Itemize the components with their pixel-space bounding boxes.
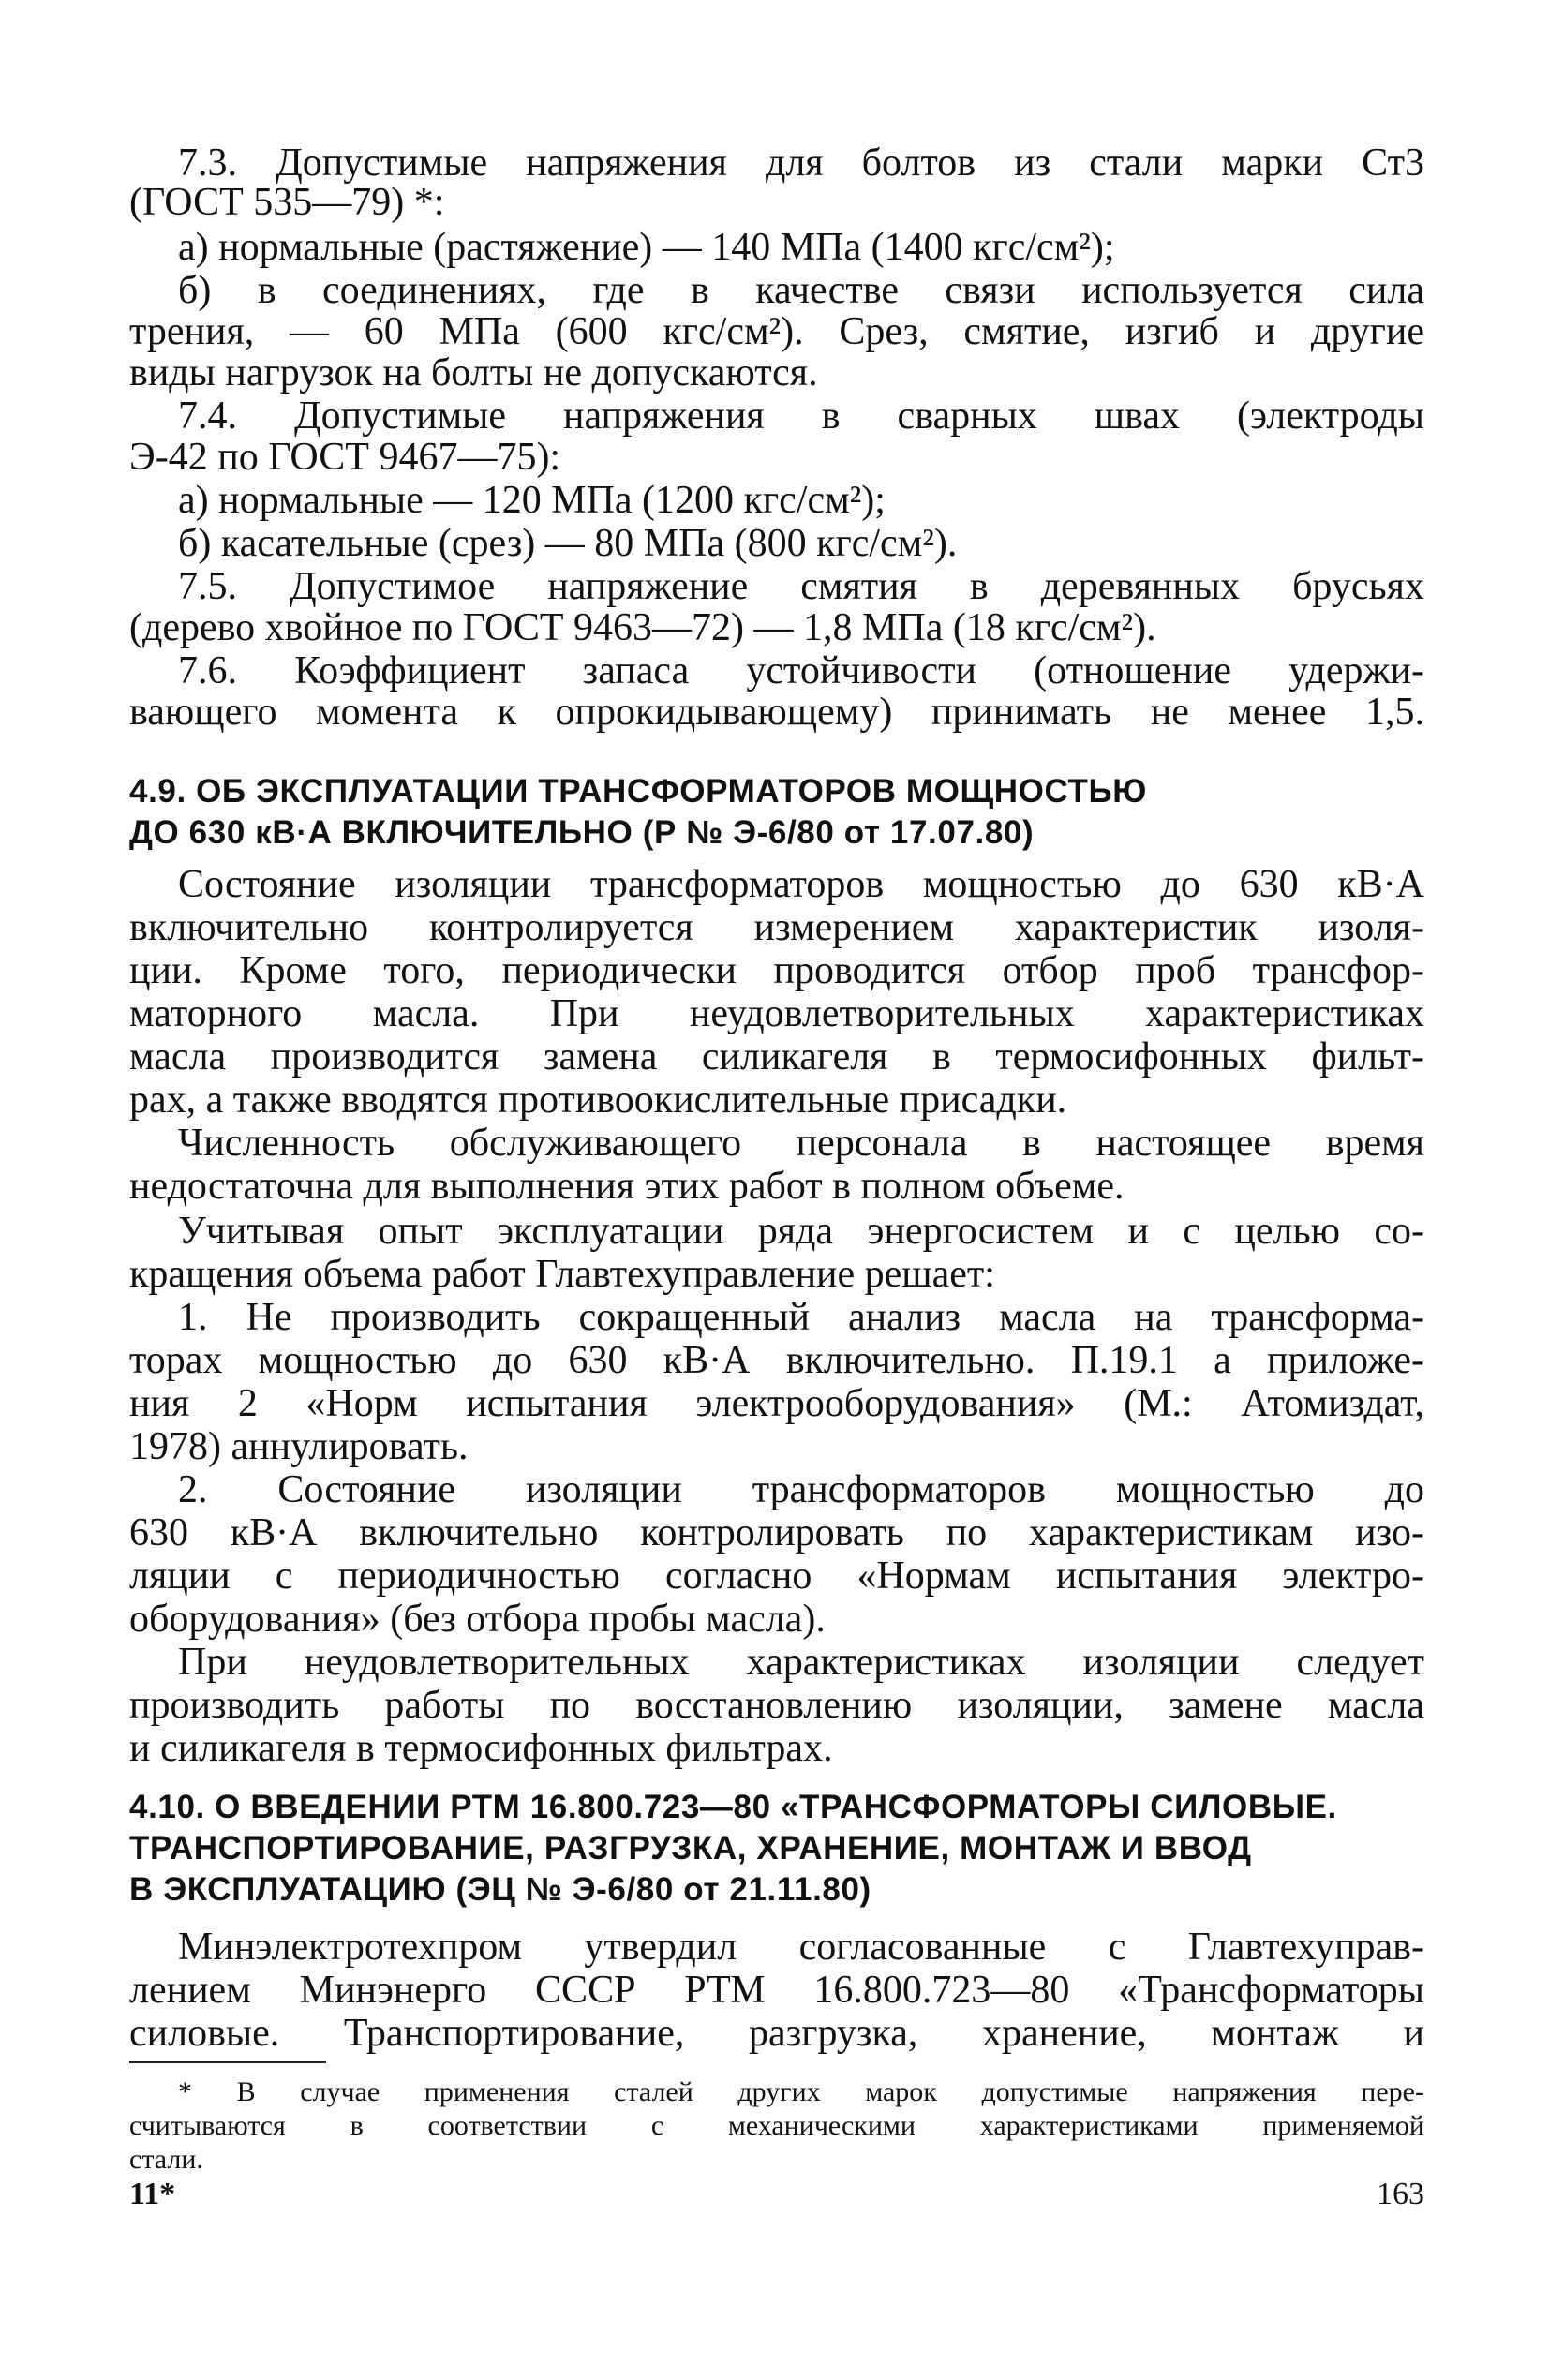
paragraph-line: оборудования» (без отбора пробы масла).: [129, 1598, 826, 1641]
document-page: [129, 0, 1424, 2380]
page-number: 163: [1377, 2177, 1424, 2211]
footnote: [129, 2076, 1424, 2179]
section-heading-line: ТРАНСПОРТИРОВАНИЕ, РАЗГРУЗКА, ХРАНЕНИЕ, МОНТАЖ И ВВОД: [129, 1830, 1252, 1867]
clause-7-3-line: 7.3. Допустимые напряжения для болтов из стали марки Ст3: [178, 141, 1424, 185]
paragraph-line: масла производится замена силикагеля в термосифонных фильт-: [129, 1035, 1424, 1078]
clause-7-3-line: (ГОСТ 535—79) *:: [129, 181, 445, 224]
section-4-9-heading: [129, 772, 1424, 856]
section-heading-line: 4.10. О ВВЕДЕНИИ РТМ 16.800.723—80 «ТРАНСФОРМАТОРЫ СИЛОВЫЕ.: [129, 1789, 1337, 1825]
clause-7-4-line: 7.4. Допустимые напряжения в сварных швах (электроды: [178, 394, 1424, 438]
paragraph-line: 1978) аннулировать.: [129, 1425, 469, 1468]
paragraph-line: силовые. Транспортирование, разгрузка, хранение, монтаж и: [129, 2012, 1424, 2055]
clause-7-3-b-line: трения, — 60 МПа (600 кгс/см²). Срез, смятие, изгиб и другие: [129, 310, 1424, 353]
paragraph-line: Состояние изоляции трансформаторов мощностью до 630 кВ·А: [178, 863, 1424, 906]
footnote-line: * В случае применения сталей других марок допустимые напряжения пере-: [178, 2076, 1424, 2107]
clauses-block: [129, 142, 1424, 742]
paragraph-line: ции. Кроме того, периодически проводится отбор проб трансфор-: [129, 949, 1424, 992]
paragraph-line: 630 кВ·А включительно контролировать по характеристикам изо-: [129, 1511, 1424, 1554]
paragraph-line: торах мощностью до 630 кВ·А включительно. П.19.1 а приложе-: [129, 1339, 1424, 1382]
paragraph-line: Численность обслуживающего персонала в настоящее время: [178, 1122, 1424, 1165]
clause-7-4-a: а) нормальные — 120 МПа (1200 кгс/см²);: [178, 479, 886, 522]
paragraph-line: недостаточна для выполнения этих работ в полном объеме.: [129, 1165, 1125, 1208]
paragraph-line: включительно контролируется измерением характеристик изоля-: [129, 906, 1424, 949]
clause-7-5-line: (дерево хвойное по ГОСТ 9463—72) — 1,8 МПа (18 кгс/см²).: [129, 606, 1156, 649]
clause-7-3-b-line: виды нагрузок на болты не допускаются.: [129, 351, 818, 394]
paragraph-line: Минэлектротехпром утвердил согласованные с Главтехуправ-: [178, 1926, 1424, 1969]
clause-7-6-line: 7.6. Коэффициент запаса устойчивости (отношение удержи-: [178, 649, 1424, 692]
clause-7-3-b-line: б) в соединениях, где в качестве связи используется сила: [178, 269, 1424, 312]
section-heading-line: В ЭКСПЛУАТАЦИЮ (ЭЦ № Э-6/80 от 21.11.80): [129, 1871, 871, 1908]
paragraph-line: производить работы по восстановлению изоляции, замене масла: [129, 1684, 1424, 1727]
paragraph-line: ляции с периодичностью согласно «Нормам испытания электро-: [129, 1554, 1424, 1598]
paragraph-line: При неудовлетворительных характеристиках изоляции следует: [178, 1641, 1424, 1684]
footnote-line: стали.: [129, 2144, 203, 2175]
footnote-line: считываются в соответствии с механическими характеристиками применяемой: [129, 2110, 1424, 2141]
clause-7-6-line: вающего момента к опрокидывающему) принимать не менее 1,5.: [129, 691, 1424, 734]
paragraph-line: лением Минэнерго СССР РТМ 16.800.723—80 «Трансформаторы: [129, 1969, 1424, 2012]
signature-mark: 11*: [129, 2177, 176, 2211]
paragraph-line: 1. Не производить сокращенный анализ масла на трансформа-: [178, 1296, 1424, 1339]
section-heading-line: ДО 630 кВ·А ВКЛЮЧИТЕЛЬНО (Р № Э-6/80 от 17.07.80): [129, 814, 1035, 851]
section-heading-line: 4.9. ОБ ЭКСПЛУАТАЦИИ ТРАНСФОРМАТОРОВ МОЩНОСТЬЮ: [129, 773, 1147, 810]
paragraph-line: рах, а также вводятся противоокислительные присадки.: [129, 1078, 1067, 1122]
clause-7-3-a: а) нормальные (растяжение) — 140 МПа (1400 кгс/см²);: [178, 226, 1115, 269]
paragraph-line: и силикагеля в термосифонных фильтрах.: [129, 1727, 833, 1770]
paragraph-line: маторного масла. При неудовлетворительных характеристиках: [129, 992, 1424, 1035]
paragraph-line: ния 2 «Норм испытания электрооборудования» (М.: Атомиздат,: [129, 1382, 1424, 1425]
paragraph-line: кращения объема работ Главтехуправление решает:: [129, 1253, 995, 1296]
clause-7-4-b: б) касательные (срез) — 80 МПа (800 кгс/см²).: [178, 522, 958, 565]
section-4-10-body: [129, 1926, 1424, 2058]
clause-7-5-line: 7.5. Допустимое напряжение смятия в деревянных брусьях: [178, 565, 1424, 608]
section-4-10-heading: [129, 1788, 1424, 1915]
clause-7-4-line: Э-42 по ГОСТ 9467—75):: [129, 436, 561, 479]
footnote-separator: [129, 2061, 326, 2063]
paragraph-line: 2. Состояние изоляции трансформаторов мощностью до: [178, 1468, 1424, 1511]
section-4-9-body: [129, 863, 1424, 1770]
paragraph-line: Учитывая опыт эксплуатации ряда энергосистем и с целью со-: [178, 1210, 1424, 1253]
